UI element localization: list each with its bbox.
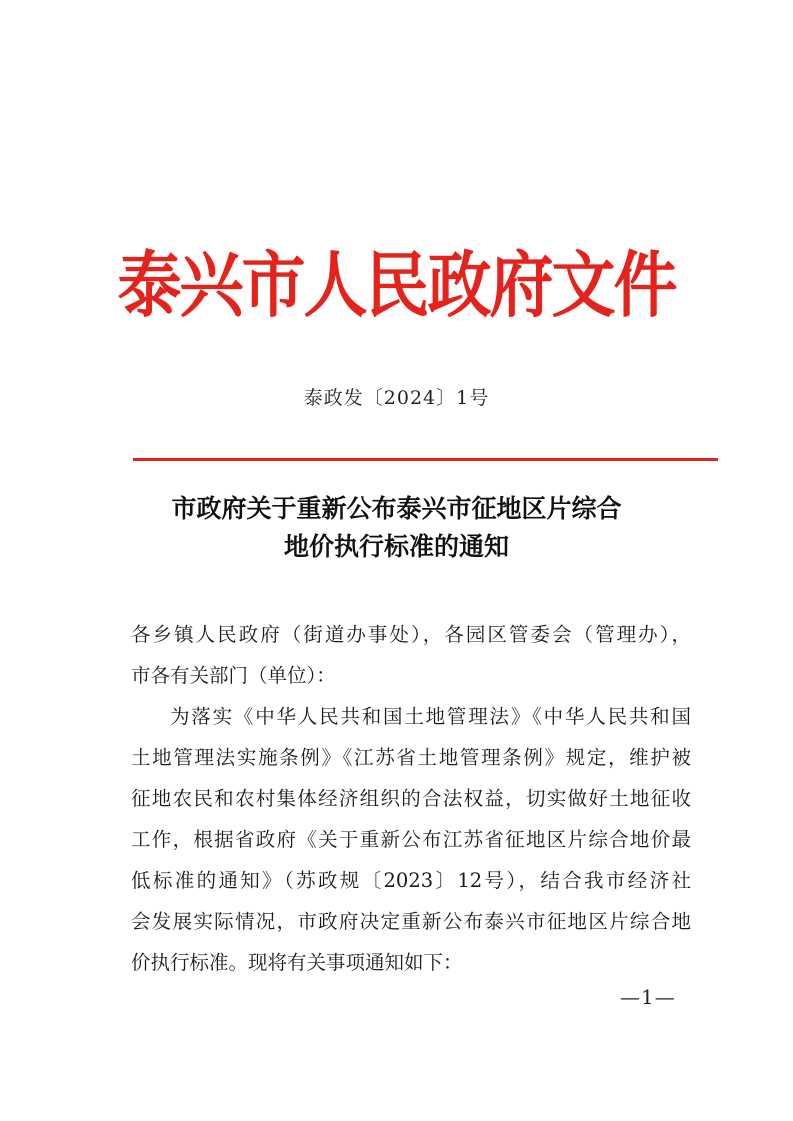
paragraph-line: 征地农民和农村集体经济组织的合法权益，切实做好土地征收 (131, 787, 691, 810)
paragraph-line: 为落实《中华人民共和国土地管理法》《中华人民共和国 (170, 705, 691, 728)
document-header-title: 泰兴市人民政府文件 (117, 243, 676, 328)
paragraph-line: 土地管理法实施条例》《江苏省土地管理条例》规定，维护被 (131, 746, 691, 769)
paragraph-line: 工作，根据省政府《关于重新公布江苏省征地区片综合地价最 (131, 828, 691, 851)
page-number: —1— (620, 985, 676, 1009)
addressee-line: 各乡镇人民政府（街道办事处），各园区管委会（管理办）， (131, 623, 691, 646)
notice-body (131, 614, 691, 983)
notice-title-line: 地价执行标准的通知 (283, 532, 509, 561)
red-divider-line (133, 458, 718, 461)
document-number: 泰政发〔2024〕1号 (303, 387, 490, 409)
notice-title (0, 490, 793, 566)
notice-title-line: 市政府关于重新公布泰兴市征地区片综合 (171, 494, 622, 523)
paragraph-line: 会发展实际情况，市政府决定重新公布泰兴市征地区片综合地 (131, 910, 691, 933)
addressee-line: 市各有关部门（单位）： (131, 664, 336, 687)
paragraph-line: 价执行标准。现将有关事项通知如下： (131, 951, 463, 974)
paragraph-line: 低标准的通知》（苏政规〔2023〕12号），结合我市经济社 (131, 869, 691, 892)
